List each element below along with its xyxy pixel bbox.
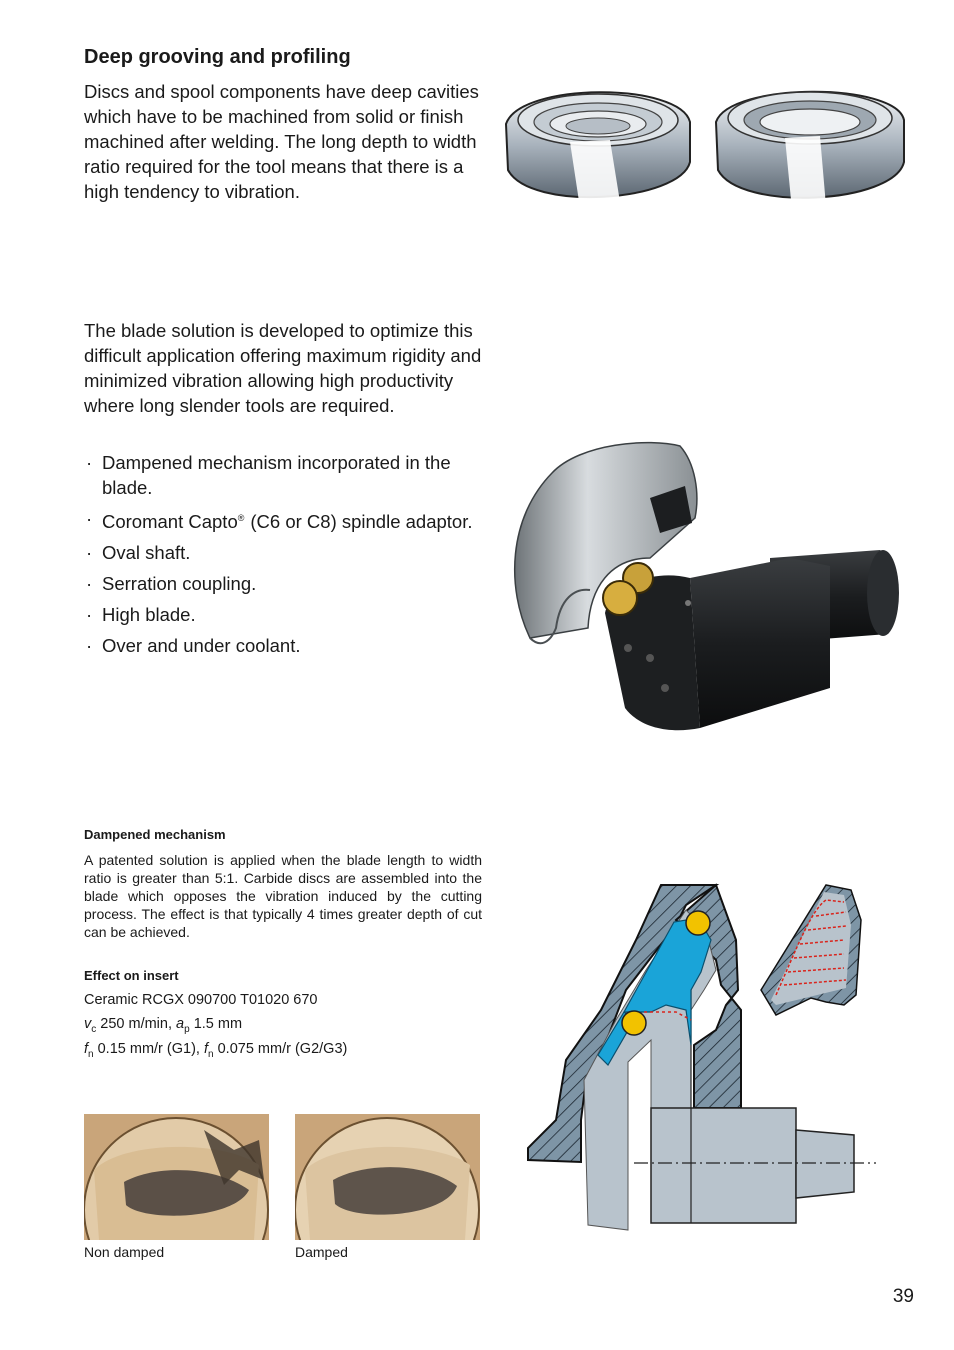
damped-insert-photo — [295, 1110, 480, 1240]
bullet-dot: · — [86, 604, 93, 626]
vc-subscript: c — [91, 1023, 97, 1035]
blade-tool-holder-illustration — [500, 438, 905, 734]
insert-spec: Ceramic RCGX 090700 T01020 670 — [84, 992, 318, 1008]
damper-disc-lower-icon — [622, 1011, 646, 1035]
non-damped-insert-photo — [84, 1110, 269, 1240]
ring-component-right — [716, 92, 904, 210]
feed-spec — [84, 1041, 347, 1060]
bullet-dot: · — [86, 452, 93, 473]
ap-value: 1.5 mm — [189, 1016, 243, 1032]
page-heading: Deep grooving and profiling — [84, 46, 351, 68]
feature-text: Serration coupling. — [102, 573, 257, 595]
feature-item — [84, 540, 484, 565]
ring-components-illustration — [500, 82, 910, 214]
vc-value: 250 m/min, — [96, 1016, 177, 1032]
feature-item — [84, 571, 484, 596]
bullet-dot: · — [86, 573, 93, 595]
fn-subscript: n — [88, 1048, 94, 1060]
damped-caption: Damped — [295, 1244, 348, 1260]
shank-body — [690, 550, 899, 728]
dampened-mechanism-text: A patented solution is applied when the blade length to width ratio is greater than 5:1. Carbide discs are assembled into the blade which opposes the vibration induced by the cutting process. The effect is that typically 4 times greater depth of cut can be achieved. — [84, 852, 482, 940]
fn-value: 0.15 mm/r (G1), — [93, 1041, 204, 1057]
non-damped-caption: Non damped — [84, 1244, 165, 1260]
damper-disc-upper-icon — [686, 911, 710, 935]
solution-paragraph: The blade solution is developed to optimize this difficult application offering maximum rigidity and minimized vibration allowing high productivity where long slender tools are required. — [84, 320, 482, 416]
feature-text: Oval shaft. — [102, 542, 191, 564]
feature-text: Over and under coolant. — [102, 635, 301, 657]
cutting-speed-spec — [84, 1016, 242, 1035]
feature-list — [84, 450, 484, 664]
ring-component-left — [506, 92, 690, 208]
vc-symbol: v — [84, 1016, 92, 1032]
ap-symbol: a — [176, 1016, 185, 1032]
feature-text: (C6 or C8) spindle adaptor. — [250, 511, 473, 533]
fn-symbol: f — [84, 1041, 89, 1057]
fn-symbol: f — [203, 1041, 209, 1057]
bullet-dot: · — [86, 508, 93, 529]
capto-brand: Coromant Capto — [102, 511, 238, 533]
coolant-flow-inset — [761, 885, 861, 1015]
bullet-dot: · — [86, 542, 93, 564]
clamp-head — [603, 563, 700, 730]
feature-item — [84, 450, 484, 500]
feature-item — [84, 506, 484, 534]
intro-paragraph: Discs and spool components have deep cavities which have to be machined from solid or finish machined after welding. The long depth to width ratio required for the tool means that there is a high tendency to vibration. — [84, 81, 479, 202]
dampened-blade-cross-section-diagram — [526, 880, 878, 1232]
fn-value: 0.075 mm/r (G2/G3) — [213, 1041, 348, 1057]
feature-item — [84, 602, 484, 627]
ap-subscript: p — [184, 1023, 190, 1035]
bullet-dot: · — [86, 635, 93, 657]
effect-on-insert-heading: Effect on insert — [84, 968, 179, 983]
feature-text: High blade. — [102, 604, 196, 626]
feature-text: Dampened mechanism incorporated in the blade. — [102, 452, 451, 498]
registered-mark: ® — [237, 513, 245, 523]
dampened-mechanism-heading: Dampened mechanism — [84, 827, 226, 842]
page-number: 39 — [892, 1286, 914, 1307]
feature-item — [84, 633, 484, 658]
fn-subscript: n — [208, 1048, 214, 1060]
